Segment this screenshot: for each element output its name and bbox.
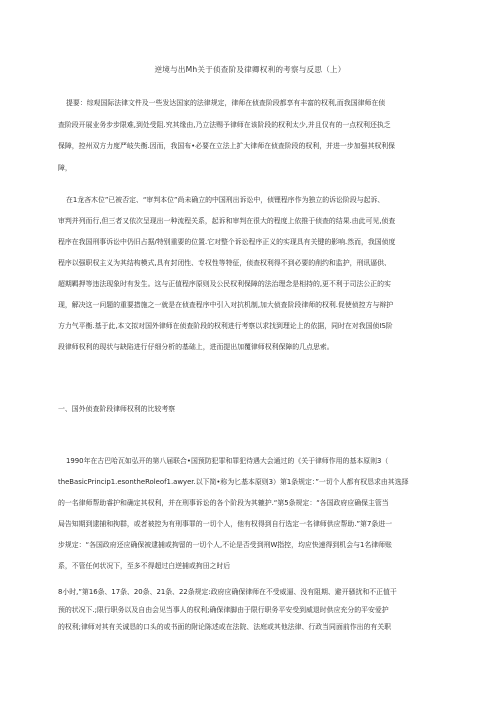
text-line: 8小时,”第16条、17条、20条、21条、22条规定:政府应确保律师在不受威逼、没有阻期、避开骚扰和不正值干	[58, 588, 397, 596]
text-line: 预的状况下.;限行职务以及自由会见当事人的权利;确保律脚由于限行职务平安受到威退时供应充分的平安爱护	[58, 605, 389, 614]
text-line: 段律师权利的现状与缺陷进行仔细分析的基础上，进而提出加覆律师权利保障的几点思索。	[58, 343, 334, 351]
text-line: 在1龙吝木位”已被否定、“审判本位”尚未确立的中国刑出诉讼中，侦锂程序作为独立的诉讼阶段与起诉、	[66, 196, 385, 204]
text-line: 现，解决这一问题的重要措施之一就是在侦查程序中引入对抗机制,加大侦查阶段律师的权利.促使侦控方与辩护	[58, 301, 394, 309]
text-line: 障，	[58, 163, 72, 172]
summary-paragraph	[58, 93, 458, 179]
text-line: 提要：综观国际法律文件及一些发达国家的法律规定，律师在侦查阶段都享有丰富的权利,而我国律师在侦	[66, 99, 386, 107]
text-line: 步规定：“各国政府还应确保被逮捕或拘留的一切个人,不论是否受到刑W指控，均应快速得到机会与1名律师账	[58, 541, 392, 549]
text-line: 系，不管任何状况下，至多不得超过白逆捕或拘田之时后	[58, 562, 231, 570]
text-line: 超期羁押等违法现象时有发生。这与正值程序原则及公民权利保障的法治理念是相持的,更不利于司法公正的实	[58, 280, 391, 288]
text-line: 程序以强职权主义为其结构模式,具有封闭性、专权性等特征，侦查权利得不到必要的削约和监护，刑讯逼供、	[58, 259, 391, 267]
section-heading: 一、国外侦查阶段律师权利的比较考察	[58, 405, 176, 413]
text-line: 方力气平衡.基于此,本文拟对国外律师在侦查阶段的权利进行考察以求找到理论上的依据，同时在对我国侦IS阶	[58, 322, 393, 330]
text-line: 1990年在古巴哈瓦如弘开的第八届联合•国预防犯罪和罪犯待遇大会通过的《关于律师作用的基本原则3（	[66, 457, 389, 465]
text-line: theBasicPrincip1.esontheRoleof1.awyer.以下简•称为匕基本原则3）第1条规定：”一切个人都有权恳求由其选择	[58, 478, 409, 486]
text-line: 程序在我国刑事诉讼中仍旧占据/特别重要的位置.它对整个诉讼程序正义的实现具有关键的影响.然而，我国侦度	[58, 238, 396, 246]
body-paragraph	[58, 451, 458, 577]
text-line: 查阶段开展业务步步限难,到处受阻.究其缘由,乃立法赐予律师在该阶段的权利太少,并且仅有的一点权利还执乏	[58, 120, 391, 129]
body-paragraph	[58, 584, 458, 637]
text-line: 保障，控州双方力度严岐失衡.因而，我国布•必要在立法上扩大律师在侦查阶段的权利，并进一步加强其权利保	[58, 142, 396, 150]
text-line: 局告知期到逮捕和拘群，或者被控为有刑事罪的一切个人，他有权得到自行选定一名律师供应帮助.”第7条进一	[58, 520, 392, 528]
intro-paragraph	[58, 190, 458, 358]
document-title: 逆境与出Mh关于侦查阶及律卿权利的考察与反思（上）	[154, 65, 346, 74]
text-line: 的一名律师帮助睿护和确定其权利，并在刑事诉讼的各个阶段为其辘护.“第5条规定：“各国政府应确保主管当	[58, 499, 389, 507]
text-line: 的权利;律师对其有关诚恳的口头的或书面的附论陈述或在法院、法庭或其他法律、行政当同面前作出的有关职	[58, 623, 392, 631]
text-line: 审判并列而行,但三者又依次呈现出一种流程关系，起诉和审判在很大的程度上依推于侦查的结果.由此可见,侦查	[58, 217, 396, 225]
